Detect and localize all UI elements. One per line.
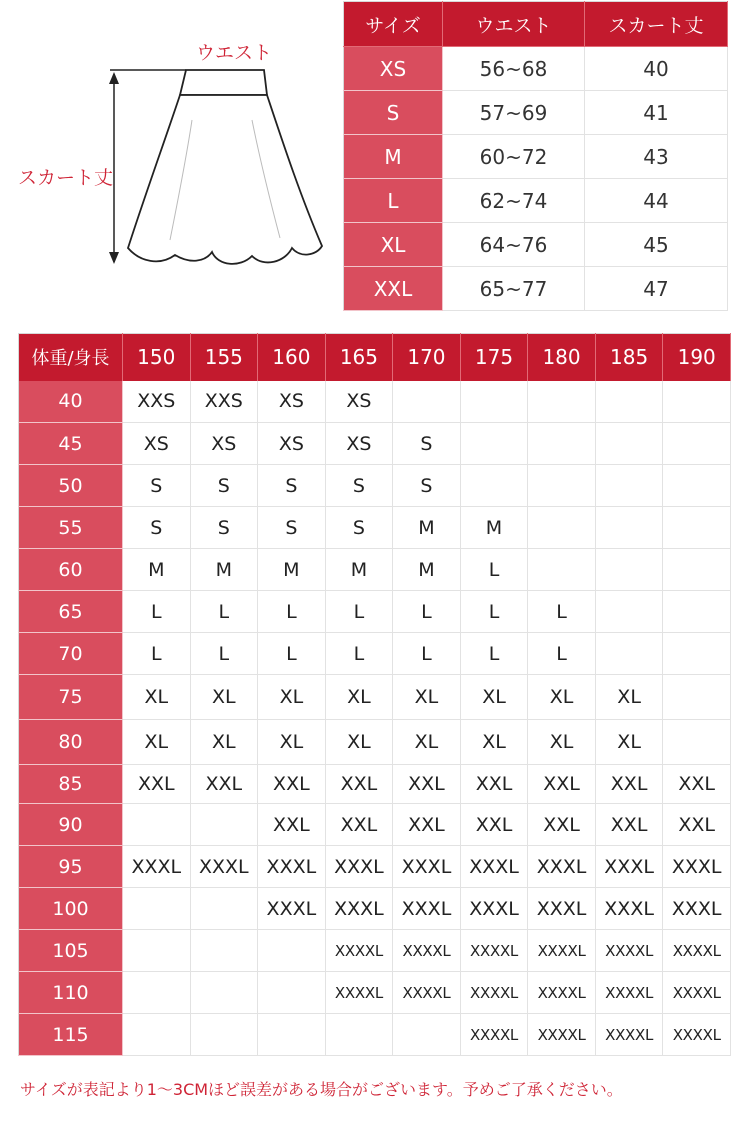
size-value-cell: [123, 804, 191, 846]
height-header: 180: [528, 334, 596, 381]
size-value-cell: XXL: [460, 804, 528, 846]
size-value-cell: XS: [190, 423, 258, 465]
size-value-cell: XXXL: [393, 888, 461, 930]
size-value-cell: XXXXL: [393, 972, 461, 1014]
size-value-cell: XXXL: [258, 888, 326, 930]
size-value-cell: XXL: [258, 804, 326, 846]
size-value-cell: M: [393, 507, 461, 549]
size-value-cell: [190, 804, 258, 846]
size-cell: M: [344, 135, 443, 179]
size-value-cell: XL: [190, 675, 258, 720]
size-value-cell: XL: [325, 720, 393, 765]
weight-cell: 80: [19, 720, 123, 765]
waist-cell: 56~68: [443, 47, 585, 91]
size-row: [344, 223, 728, 267]
size-value-cell: [528, 549, 596, 591]
size-row: [344, 179, 728, 223]
size-value-cell: [528, 423, 596, 465]
size-value-cell: [123, 1014, 191, 1056]
size-cell: XS: [344, 47, 443, 91]
size-value-cell: [663, 423, 731, 465]
size-value-cell: L: [460, 633, 528, 675]
size-value-cell: XL: [190, 720, 258, 765]
size-value-cell: XL: [595, 720, 663, 765]
size-value-cell: XXS: [190, 381, 258, 423]
size-cell: XXL: [344, 267, 443, 311]
height-header: 155: [190, 334, 258, 381]
size-value-cell: XL: [528, 720, 596, 765]
size-value-cell: M: [393, 549, 461, 591]
size-value-cell: S: [325, 507, 393, 549]
size-row: [344, 47, 728, 91]
size-value-cell: XS: [258, 423, 326, 465]
size-value-cell: [393, 1014, 461, 1056]
waist-header: ウエスト: [443, 2, 585, 47]
size-value-cell: XXXL: [393, 846, 461, 888]
size-value-cell: XL: [393, 675, 461, 720]
size-value-cell: S: [123, 507, 191, 549]
waist-cell: 62~74: [443, 179, 585, 223]
size-value-cell: [663, 633, 731, 675]
size-value-cell: XXL: [325, 804, 393, 846]
size-value-cell: [595, 633, 663, 675]
size-value-cell: [258, 1014, 326, 1056]
size-value-cell: L: [123, 633, 191, 675]
weight-row: [19, 507, 731, 549]
size-value-cell: [595, 423, 663, 465]
size-value-cell: [460, 423, 528, 465]
size-value-cell: XXXL: [663, 846, 731, 888]
size-value-cell: XS: [325, 381, 393, 423]
size-value-cell: [123, 930, 191, 972]
size-value-cell: M: [460, 507, 528, 549]
size-value-cell: L: [528, 633, 596, 675]
size-value-cell: XXXXL: [528, 930, 596, 972]
size-value-cell: XXL: [190, 765, 258, 804]
weight-row: [19, 888, 731, 930]
size-value-cell: [190, 888, 258, 930]
size-note: サイズが表記より1～3CMほど誤差がある場合がございます。予めご了承ください。: [20, 1080, 623, 1099]
weight-row: [19, 675, 731, 720]
size-value-cell: [325, 1014, 393, 1056]
weight-row: [19, 972, 731, 1014]
size-value-cell: [460, 381, 528, 423]
size-value-cell: XL: [528, 675, 596, 720]
size-value-cell: [595, 465, 663, 507]
size-value-cell: XXXXL: [325, 972, 393, 1014]
waist-cell: 64~76: [443, 223, 585, 267]
weight-cell: 50: [19, 465, 123, 507]
size-value-cell: XXXXL: [663, 930, 731, 972]
length-cell: 40: [585, 47, 728, 91]
size-value-cell: [663, 591, 731, 633]
skirt-diagram: [0, 0, 340, 300]
waist-label: ウエスト: [196, 42, 273, 64]
size-value-cell: XL: [258, 675, 326, 720]
size-value-cell: XXXL: [528, 846, 596, 888]
size-value-cell: [595, 591, 663, 633]
weight-row: [19, 804, 731, 846]
size-value-cell: [123, 888, 191, 930]
size-value-cell: S: [258, 465, 326, 507]
size-value-cell: L: [325, 591, 393, 633]
size-value-cell: S: [393, 465, 461, 507]
size-value-cell: XXXL: [460, 846, 528, 888]
size-row: [344, 135, 728, 179]
height-header: 165: [325, 334, 393, 381]
waist-cell: 65~77: [443, 267, 585, 311]
skirt-length-label: スカート丈: [18, 167, 114, 189]
size-value-cell: XXXXL: [460, 1014, 528, 1056]
weight-height-header: [19, 334, 731, 381]
size-value-cell: XXXXL: [595, 1014, 663, 1056]
size-value-cell: [460, 465, 528, 507]
size-value-cell: XXL: [460, 765, 528, 804]
size-value-cell: XXXL: [325, 888, 393, 930]
size-value-cell: XS: [325, 423, 393, 465]
size-value-cell: XXL: [123, 765, 191, 804]
weight-height-corner: 体重/身長: [19, 334, 123, 381]
size-row: [344, 267, 728, 311]
size-value-cell: L: [528, 591, 596, 633]
size-value-cell: XXL: [393, 765, 461, 804]
weight-row: [19, 633, 731, 675]
size-value-cell: XXXL: [663, 888, 731, 930]
size-value-cell: XXXXL: [393, 930, 461, 972]
size-value-cell: XXL: [393, 804, 461, 846]
size-value-cell: L: [460, 549, 528, 591]
size-value-cell: S: [190, 507, 258, 549]
height-header: 185: [595, 334, 663, 381]
size-value-cell: XXL: [325, 765, 393, 804]
height-header: 150: [123, 334, 191, 381]
weight-cell: 45: [19, 423, 123, 465]
size-value-cell: M: [325, 549, 393, 591]
length-cell: 43: [585, 135, 728, 179]
size-value-cell: [663, 720, 731, 765]
length-header: スカート丈: [585, 2, 728, 47]
size-value-cell: XL: [595, 675, 663, 720]
size-value-cell: XXXXL: [663, 972, 731, 1014]
length-cell: 44: [585, 179, 728, 223]
size-value-cell: [528, 381, 596, 423]
height-header: 190: [663, 334, 731, 381]
size-value-cell: XXXL: [190, 846, 258, 888]
size-value-cell: XXL: [663, 804, 731, 846]
size-value-cell: [595, 507, 663, 549]
size-value-cell: XXXXL: [460, 930, 528, 972]
size-value-cell: XXXXL: [325, 930, 393, 972]
size-value-cell: L: [393, 591, 461, 633]
size-value-cell: [663, 465, 731, 507]
size-value-cell: XXL: [595, 804, 663, 846]
weight-cell: 55: [19, 507, 123, 549]
size-row: [344, 91, 728, 135]
size-value-cell: XXXXL: [460, 972, 528, 1014]
size-value-cell: [190, 1014, 258, 1056]
size-value-cell: XXS: [123, 381, 191, 423]
size-cell: S: [344, 91, 443, 135]
weight-cell: 115: [19, 1014, 123, 1056]
weight-row: [19, 549, 731, 591]
size-value-cell: XXL: [528, 804, 596, 846]
size-value-cell: XXL: [595, 765, 663, 804]
size-cell: L: [344, 179, 443, 223]
size-value-cell: XXL: [528, 765, 596, 804]
waist-cell: 57~69: [443, 91, 585, 135]
size-value-cell: [258, 930, 326, 972]
height-header: 170: [393, 334, 461, 381]
size-value-cell: S: [325, 465, 393, 507]
size-value-cell: [190, 972, 258, 1014]
size-value-cell: [258, 972, 326, 1014]
size-value-cell: XXL: [258, 765, 326, 804]
size-value-cell: XL: [123, 720, 191, 765]
size-value-cell: XXL: [663, 765, 731, 804]
weight-row: [19, 1014, 731, 1056]
height-header: 160: [258, 334, 326, 381]
size-value-cell: XXXL: [595, 888, 663, 930]
size-table-header: [344, 2, 728, 47]
size-value-cell: [595, 549, 663, 591]
size-value-cell: XXXXL: [595, 930, 663, 972]
waist-cell: 60~72: [443, 135, 585, 179]
length-cell: 47: [585, 267, 728, 311]
weight-cell: 40: [19, 381, 123, 423]
size-value-cell: S: [123, 465, 191, 507]
size-value-cell: L: [325, 633, 393, 675]
size-header: サイズ: [344, 2, 443, 47]
weight-cell: 105: [19, 930, 123, 972]
weight-cell: 100: [19, 888, 123, 930]
size-value-cell: XXXL: [595, 846, 663, 888]
size-value-cell: [663, 507, 731, 549]
size-value-cell: XXXXL: [528, 972, 596, 1014]
size-value-cell: L: [393, 633, 461, 675]
weight-cell: 65: [19, 591, 123, 633]
size-value-cell: XS: [123, 423, 191, 465]
weight-row: [19, 591, 731, 633]
size-value-cell: [663, 675, 731, 720]
size-value-cell: [123, 972, 191, 1014]
size-value-cell: XL: [123, 675, 191, 720]
size-value-cell: L: [258, 633, 326, 675]
weight-height-table: [18, 333, 731, 1056]
skirt-illustration: [0, 0, 340, 300]
weight-cell: 95: [19, 846, 123, 888]
weight-row: [19, 465, 731, 507]
size-value-cell: XL: [258, 720, 326, 765]
size-value-cell: XS: [258, 381, 326, 423]
size-value-cell: L: [190, 591, 258, 633]
size-value-cell: [190, 930, 258, 972]
size-value-cell: XXXL: [528, 888, 596, 930]
size-value-cell: XXXXL: [663, 1014, 731, 1056]
size-value-cell: [528, 465, 596, 507]
size-value-cell: M: [123, 549, 191, 591]
size-value-cell: M: [190, 549, 258, 591]
size-value-cell: S: [393, 423, 461, 465]
size-value-cell: XXXL: [258, 846, 326, 888]
size-value-cell: L: [123, 591, 191, 633]
length-cell: 45: [585, 223, 728, 267]
size-value-cell: XL: [460, 720, 528, 765]
size-value-cell: L: [190, 633, 258, 675]
size-value-cell: M: [258, 549, 326, 591]
weight-cell: 90: [19, 804, 123, 846]
size-value-cell: XL: [325, 675, 393, 720]
weight-cell: 85: [19, 765, 123, 804]
size-value-cell: XXXL: [460, 888, 528, 930]
size-value-cell: XL: [460, 675, 528, 720]
weight-cell: 60: [19, 549, 123, 591]
size-value-cell: XXXXL: [595, 972, 663, 1014]
size-table: [343, 1, 728, 311]
weight-row: [19, 720, 731, 765]
size-value-cell: XL: [393, 720, 461, 765]
size-value-cell: XXXL: [123, 846, 191, 888]
size-value-cell: XXXL: [325, 846, 393, 888]
weight-row: [19, 423, 731, 465]
size-value-cell: [663, 549, 731, 591]
size-cell: XL: [344, 223, 443, 267]
weight-cell: 110: [19, 972, 123, 1014]
size-value-cell: [393, 381, 461, 423]
size-value-cell: [528, 507, 596, 549]
size-value-cell: S: [258, 507, 326, 549]
size-value-cell: [663, 381, 731, 423]
weight-cell: 75: [19, 675, 123, 720]
weight-row: [19, 765, 731, 804]
length-cell: 41: [585, 91, 728, 135]
size-value-cell: [595, 381, 663, 423]
weight-cell: 70: [19, 633, 123, 675]
size-value-cell: XXXXL: [528, 1014, 596, 1056]
weight-row: [19, 381, 731, 423]
size-value-cell: L: [460, 591, 528, 633]
weight-row: [19, 846, 731, 888]
weight-row: [19, 930, 731, 972]
size-value-cell: S: [190, 465, 258, 507]
size-value-cell: L: [258, 591, 326, 633]
height-header: 175: [460, 334, 528, 381]
